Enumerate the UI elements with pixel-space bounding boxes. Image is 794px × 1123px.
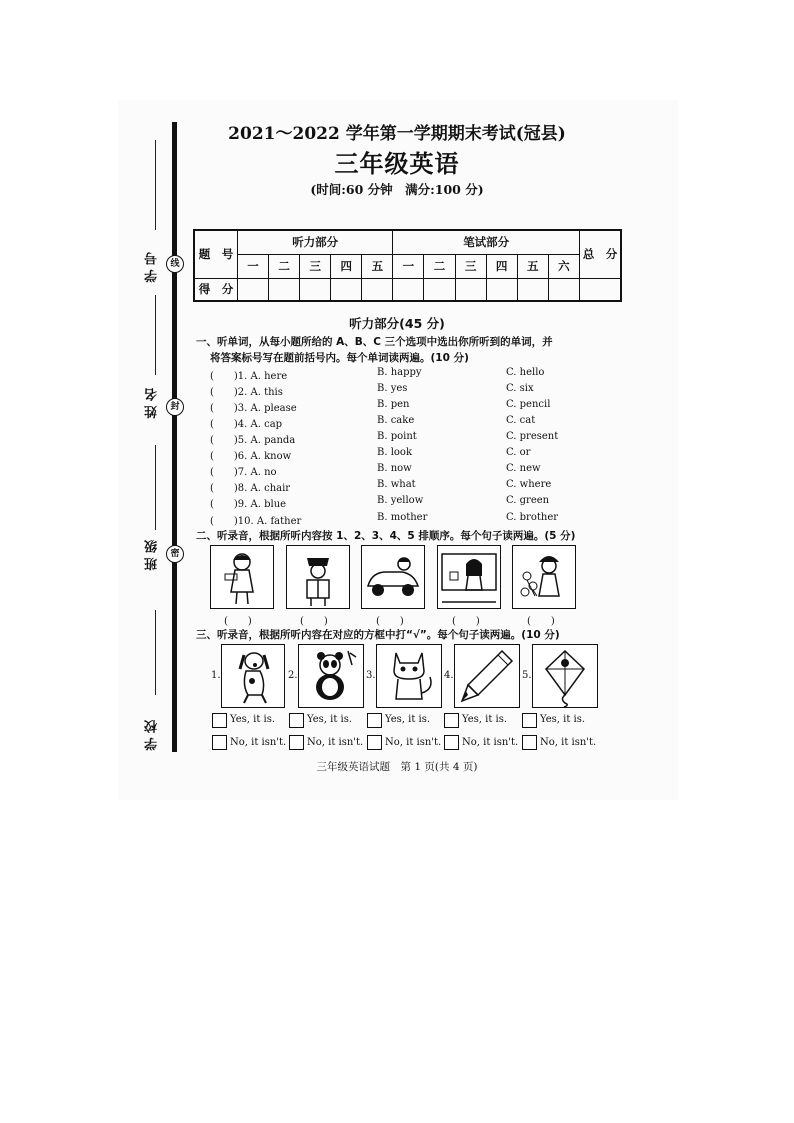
yes-label-3: Yes, it is. <box>385 714 431 725</box>
question-row-1: ( )1. A. here B. happy C. hello <box>210 367 545 382</box>
student-id-label: 学 号 <box>145 252 160 283</box>
col-l3: 三 <box>300 254 331 278</box>
order-answer-5[interactable]: ( ) <box>527 616 555 627</box>
score-cell[interactable] <box>486 278 517 301</box>
yes-checkbox-5[interactable] <box>522 713 537 728</box>
no-checkbox-2[interactable] <box>289 735 304 750</box>
col-l1: 一 <box>238 254 269 278</box>
exam-info: (时间:60 分钟 满分:100 分) <box>310 182 484 197</box>
order-answer-3[interactable]: ( ) <box>376 616 404 627</box>
col-w4: 四 <box>486 254 517 278</box>
question-row-3: ( )3. A. please B. pen C. pencil <box>210 399 551 414</box>
question-row-7: ( )7. A. no B. now C. new <box>210 463 541 478</box>
score-cell[interactable] <box>393 278 424 301</box>
boy-in-car-icon <box>361 545 425 609</box>
part3-instruction: 三、听录音，根据所听内容在对应的方框中打“√”。每个句子读两遍。(10 分) <box>196 629 560 641</box>
item-number-4: 4. <box>444 670 454 681</box>
col-w1: 一 <box>393 254 424 278</box>
score-cell[interactable] <box>548 278 579 301</box>
yes-checkbox-3[interactable] <box>367 713 382 728</box>
yes-checkbox-4[interactable] <box>444 713 459 728</box>
col-w2: 二 <box>424 254 455 278</box>
question-row-5: ( )5. A. panda B. point C. present <box>210 431 559 446</box>
score-cell[interactable] <box>580 278 622 301</box>
col-l5: 五 <box>362 254 393 278</box>
score-cell[interactable] <box>424 278 455 301</box>
yes-label-4: Yes, it is. <box>462 714 508 725</box>
score-table <box>193 229 622 302</box>
score-cell[interactable] <box>455 278 486 301</box>
question-row-10: ( )10. A. father B. mother C. brother <box>210 512 559 527</box>
question-row-8: ( )8. A. chair B. what C. where <box>210 479 552 494</box>
binding-line <box>172 122 177 752</box>
yes-checkbox-1[interactable] <box>212 713 227 728</box>
seal-xian: 线 <box>166 255 184 273</box>
col-w5: 五 <box>517 254 548 278</box>
score-cell[interactable] <box>362 278 393 301</box>
yes-checkbox-2[interactable] <box>289 713 304 728</box>
name-label: 姓 名 <box>145 388 160 419</box>
order-answer-1[interactable]: ( ) <box>224 616 252 627</box>
question-row-9: ( )9. A. blue B. yellow C. green <box>210 495 550 510</box>
item-number-2: 2. <box>288 670 298 681</box>
page-footer: 三年级英语试题 第 1 页(共 4 页) <box>316 761 478 773</box>
item-number-5: 5. <box>522 670 532 681</box>
no-checkbox-5[interactable] <box>522 735 537 750</box>
kite-icon <box>532 644 598 708</box>
score-cell[interactable] <box>300 278 331 301</box>
seal-feng: 封 <box>166 398 184 416</box>
question-row-2: ( )2. A. this B. yes C. six <box>210 383 534 398</box>
girl-with-cake-icon <box>210 545 274 609</box>
exam-title: 2021～2022 学年第一学期期末考试(冠县) <box>228 124 566 144</box>
no-checkbox-3[interactable] <box>367 735 382 750</box>
school-line <box>155 610 156 695</box>
no-label-4: No, it isn't. <box>462 737 519 748</box>
part1-instruction-line1: 一、听单词，从每小题所给的 A、B、C 三个选项中选出你所听到的单词，并 <box>196 336 553 348</box>
pencil-icon <box>454 644 520 708</box>
class-line <box>155 445 156 530</box>
total-label: 总 分 <box>580 230 622 278</box>
police-officer-icon <box>286 545 350 609</box>
dog-icon <box>221 644 285 708</box>
col-l2: 二 <box>269 254 300 278</box>
cat-icon <box>376 644 442 708</box>
order-answer-2[interactable]: ( ) <box>300 616 328 627</box>
question-row-6: ( )6. A. know B. look C. or <box>210 447 531 462</box>
col-w6: 六 <box>548 254 579 278</box>
score-cell[interactable] <box>331 278 362 301</box>
yes-label-5: Yes, it is. <box>540 714 586 725</box>
yes-label-2: Yes, it is. <box>307 714 353 725</box>
listening-section-heading: 听力部分(45 分) <box>349 316 445 331</box>
no-checkbox-1[interactable] <box>212 735 227 750</box>
exam-subject: 三年级英语 <box>334 149 460 178</box>
yes-label-1: Yes, it is. <box>230 714 276 725</box>
teacher-at-blackboard-icon <box>437 545 501 609</box>
class-label: 班 级 <box>145 540 160 571</box>
score-cell[interactable] <box>517 278 548 301</box>
item-number-1: 1. <box>211 670 221 681</box>
order-answer-4[interactable]: ( ) <box>452 616 480 627</box>
no-label-3: No, it isn't. <box>385 737 442 748</box>
seal-mi: 密 <box>166 545 184 563</box>
school-label: 学 校 <box>145 720 160 751</box>
col-l4: 四 <box>331 254 362 278</box>
no-label-2: No, it isn't. <box>307 737 364 748</box>
score-cell[interactable] <box>238 278 269 301</box>
panda-icon <box>298 644 364 708</box>
score-cell[interactable] <box>269 278 300 301</box>
tihao-label: 题 号 <box>194 230 238 278</box>
no-label-5: No, it isn't. <box>540 737 597 748</box>
defen-label: 得 分 <box>194 278 238 301</box>
part2-instruction: 二、听录音，根据所听内容按 1、2、3、4、5 排顺序。每个句子读两遍。(5 分) <box>196 530 576 542</box>
no-label-1: No, it isn't. <box>230 737 287 748</box>
col-w3: 三 <box>455 254 486 278</box>
name-line <box>155 295 156 375</box>
no-checkbox-4[interactable] <box>444 735 459 750</box>
writing-header: 笔试部分 <box>393 230 580 254</box>
part1-instruction-line2: 将答案标号写在题前括号内。每个单词读两遍。(10 分) <box>210 352 469 364</box>
listening-header: 听力部分 <box>238 230 393 254</box>
girl-with-flowers-icon <box>512 545 576 609</box>
item-number-3: 3. <box>366 670 376 681</box>
question-row-4: ( )4. A. cap B. cake C. cat <box>210 415 536 430</box>
